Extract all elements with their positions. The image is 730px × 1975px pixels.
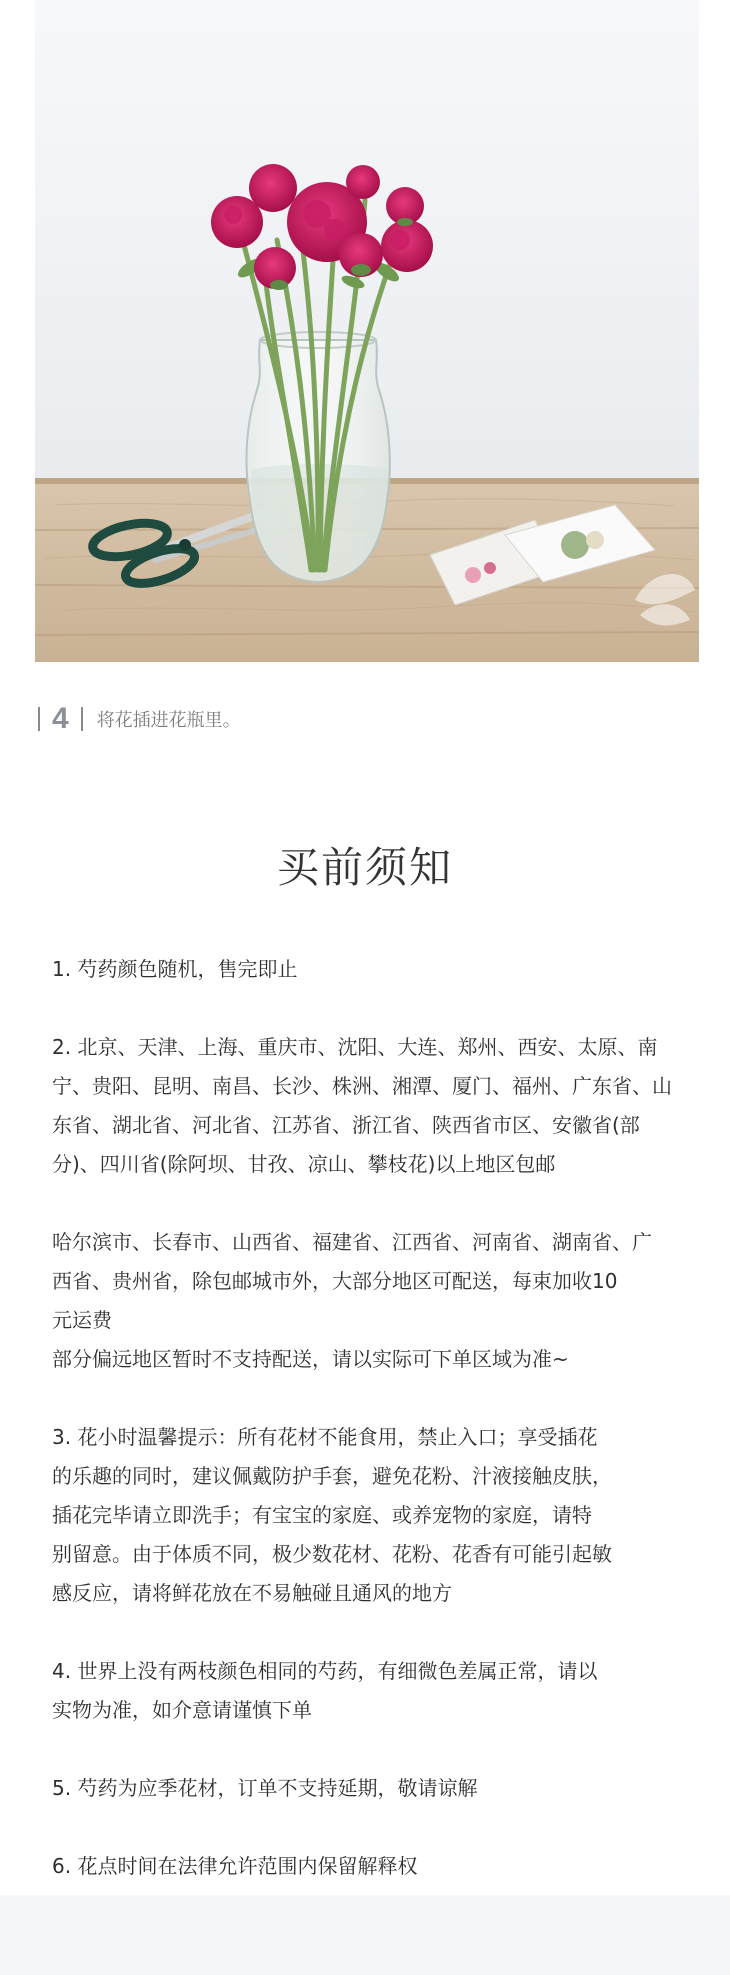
paragraph-gap <box>52 1184 682 1223</box>
notice-item <box>52 1652 682 1730</box>
notice-line: 的乐趣的同时，建议佩戴防护手套，避免花粉、汁液接触皮肤， <box>52 1464 612 1488</box>
notice-line: 元运费 <box>52 1308 112 1332</box>
paragraph-gap <box>52 1808 682 1847</box>
notice-line: 感反应，请将鲜花放在不易触碰且通风的地方 <box>52 1581 452 1605</box>
notice-line: 4. 世界上没有两枝颜色相同的芍药，有细微色差属正常，请以 <box>52 1659 598 1683</box>
step-text: 将花插进花瓶里。 <box>96 710 241 731</box>
notice-item <box>52 950 682 989</box>
notice-line: 分)、四川省(除阿坝、甘孜、凉山、攀枝花)以上地区包邮 <box>52 1152 556 1176</box>
notice-line: 别留意。由于体质不同，极少数花材、花粉、花香有可能引起敏 <box>52 1542 612 1566</box>
notice-item <box>52 1223 682 1379</box>
notice-item <box>52 1028 682 1184</box>
notice-line: 东省、湖北省、河北省、江苏省、浙江省、陕西省市区、安徽省(部 <box>52 1113 640 1137</box>
step-number: 4 <box>52 702 69 735</box>
notice-line: 3. 花小时温馨提示：所有花材不能食用，禁止入口；享受插花 <box>52 1425 598 1449</box>
notice-item <box>52 1769 682 1808</box>
notice-item <box>52 1418 682 1613</box>
notice-item <box>52 1847 682 1886</box>
notice-line: 哈尔滨市、长春市、山西省、福建省、江西省、河南省、湖南省、广 <box>52 1230 652 1254</box>
step-divider-right <box>81 707 83 731</box>
bottom-band <box>0 1895 730 1975</box>
notice-line: 部分偏远地区暂时不支持配送，请以实际可下单区域为准~ <box>52 1347 569 1371</box>
notice-title: 买前须知 <box>276 843 453 892</box>
paragraph-gap <box>52 1379 682 1418</box>
step-divider-left <box>38 707 40 731</box>
notice-line: 6. 花点时间在法律允许范围内保留解释权 <box>52 1854 418 1878</box>
step-caption <box>38 700 241 738</box>
notice-line: 西省、贵州省，除包邮城市外，大部分地区可配送，每束加收10 <box>52 1269 618 1293</box>
notice-line: 实物为准，如介意请谨慎下单 <box>52 1698 312 1722</box>
notice-line: 插花完毕请立即洗手；有宝宝的家庭、或养宠物的家庭，请特 <box>52 1503 592 1527</box>
notice-line: 2. 北京、天津、上海、重庆市、沈阳、大连、郑州、西安、太原、南 <box>52 1035 658 1059</box>
peony-vase-photo <box>35 0 699 662</box>
paragraph-gap <box>52 1613 682 1652</box>
paragraph-gap <box>52 989 682 1028</box>
notice-content <box>52 950 682 1886</box>
paragraph-gap <box>52 1730 682 1769</box>
notice-line: 宁、贵阳、昆明、南昌、长沙、株洲、湘潭、厦门、福州、广东省、山 <box>52 1074 672 1098</box>
notice-line: 5. 芍药为应季花材，订单不支持延期，敬请谅解 <box>52 1776 478 1800</box>
notice-line: 1. 芍药颜色随机，售完即止 <box>52 957 298 981</box>
